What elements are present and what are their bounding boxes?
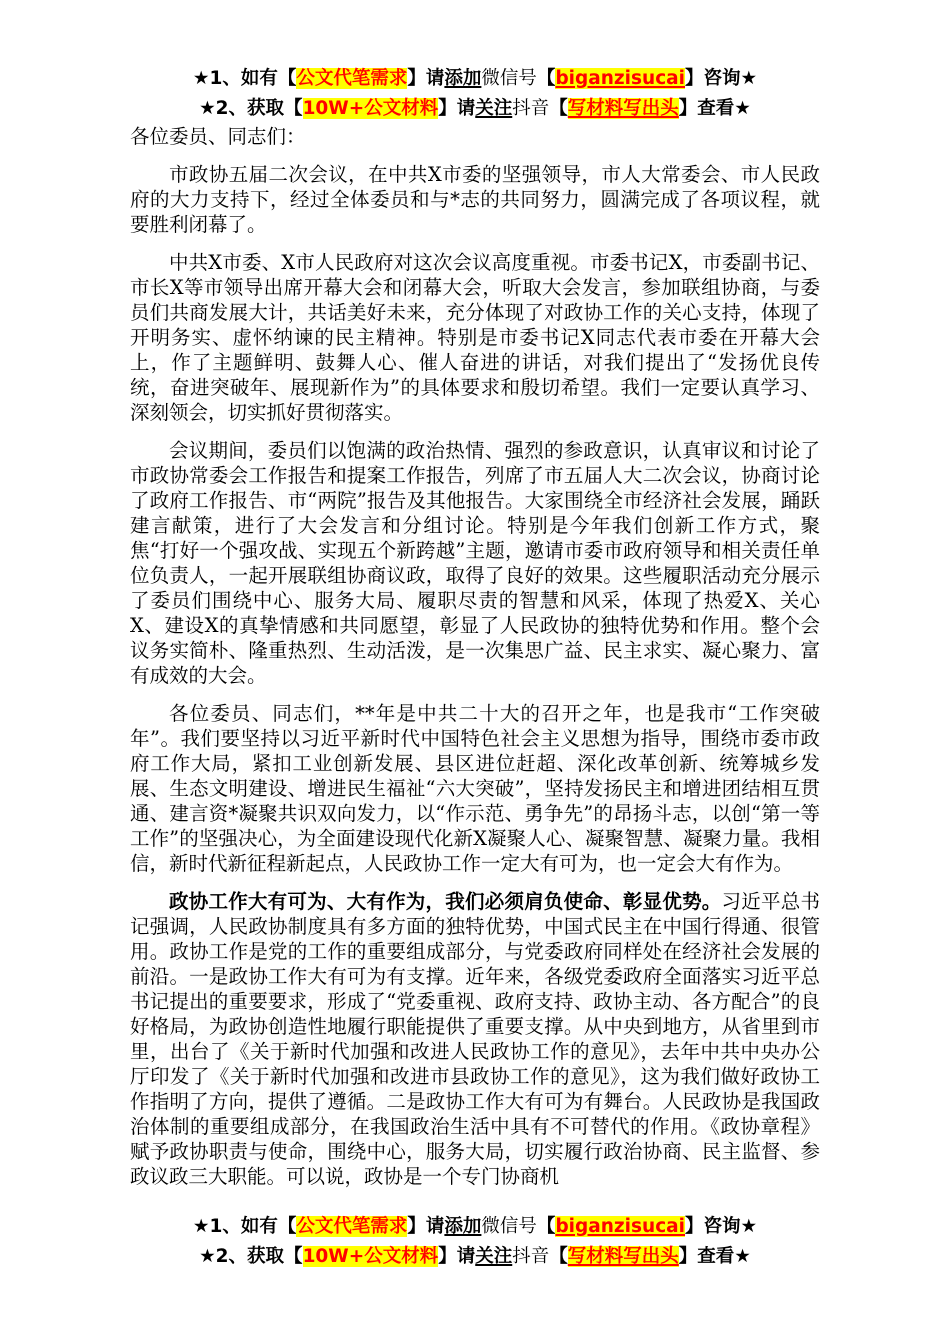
paragraph-opening: 市政协五届二次会议，在中共X市委的坚强领导，市人大常委会、市人民政府的大力支持下，经过全体委员和与*志的共同努力，圆满完成了各项议程，就要胜利闭幕了。 xyxy=(130,163,820,236)
material-keyword-highlight: 10W+公文材料 xyxy=(302,98,439,119)
view-suffix: 】查看★ xyxy=(678,98,751,119)
promo-line-1 xyxy=(0,1212,950,1242)
promo-line-2 xyxy=(130,94,820,124)
promo-line-2 xyxy=(0,1242,950,1272)
emphasis-bold-lead: 政协工作大有可为、大有作为，我们必须肩负使命、彰显优势。 xyxy=(169,890,722,913)
service-keyword-highlight: 公文代笔需求 xyxy=(296,1216,408,1237)
douyin-label: 抖音 xyxy=(512,98,550,119)
open-bracket: 【 xyxy=(536,68,556,89)
document-body xyxy=(130,124,820,1189)
douyin-label: 抖音 xyxy=(512,1246,550,1267)
promo-banner-bottom xyxy=(0,1212,950,1272)
bracket-text: 】请 xyxy=(438,1246,476,1267)
bracket-text: 】请 xyxy=(407,68,445,89)
promo-prefix: ★1、如有【 xyxy=(192,1216,297,1237)
paragraph-outlook: 各位委员、同志们，**年是中共二十大的召开之年，也是我市“工作突破年”。我们要坚持以习近平新时代中国特色社会主义思想为指导，围绕市委市政府工作大局，紧扣工业创新发展、县区进位赶超、深化改革创新、统筹城乡发展、生态文明建设、增进民生福祉“六大突破”，坚持发扬民主和增进团结相互贯通、建言资*凝聚共识双向发力，以“作示范、勇争先”的昂扬斗志，以创“第一等工作”的坚强决心，为全面建设现代化新X凝聚人心、凝聚智慧、凝聚力量。我相信，新时代新征程新起点，人民政协工作一定大有可为，也一定会大有作为。 xyxy=(130,702,820,875)
bracket-text: 】请 xyxy=(438,98,476,119)
wechat-label: 微信号 xyxy=(481,1216,537,1237)
service-keyword-highlight: 公文代笔需求 xyxy=(296,68,408,89)
douyin-name-highlight: 写材料写出头 xyxy=(567,98,679,119)
consult-suffix: 】咨询★ xyxy=(685,1216,758,1237)
add-action-underline: 添加 xyxy=(444,68,482,89)
paragraph-emphasis xyxy=(130,889,820,1189)
promo-prefix: ★1、如有【 xyxy=(192,68,297,89)
follow-action-underline: 关注 xyxy=(475,1246,513,1267)
consult-suffix: 】咨询★ xyxy=(685,68,758,89)
promo-banner-top xyxy=(130,64,820,124)
follow-action-underline: 关注 xyxy=(475,98,513,119)
open-bracket: 【 xyxy=(549,1246,568,1267)
wechat-label: 微信号 xyxy=(481,68,537,89)
open-bracket: 【 xyxy=(549,98,568,119)
emphasis-rest: 习近平总书记强调，人民政协制度具有多方面的独特优势，中国式民主在中国行得通、很管用。政协工作是党的工作的重要组成部分，与党委政府同样处在经济社会发展的前沿。一是政协工作大有可为有支撑。近年来，各级党委政府全面落实习近平总书记提出的重要要求，形成了“党委重视、政府支持、政协主动、各方配合”的良好格局，为政协创造性地履行职能提供了重要支撑。从中央到地方，从省里到市里，出台了《关于新时代加强和改进人民政协工作的意见》，去年中共中央办公厅印发了《关于新时代加强和改进市县政协工作的意见》，这为我们做好政协工作指明了方向，提供了遵循。二是政协工作大有可为有舞台。人民政协是我国政治体制的重要组成部分，在我国政治生活中具有不可替代的作用。《政协章程》赋予政协职责与使命，围绕中心，服务大局，切实履行政治协商、民主监督、参政议政三大职能。可以说，政协是一个专门协商机 xyxy=(130,890,820,1188)
open-bracket: 【 xyxy=(536,1216,556,1237)
wechat-id-highlight: biganzisucai xyxy=(555,1216,686,1237)
paragraph-session-review: 会议期间，委员们以饱满的政治热情、强烈的参政意识，认真审议和讨论了市政协常委会工作报告和提案工作报告，列席了市五届人大二次会议，协商讨论了政府工作报告、市“两院”报告及其他报告。大家围绕全市经济社会发展，踊跃建言献策，进行了大会发言和分组讨论。特别是今年我们创新工作方式，聚焦“打好一个强攻战、实现五个新跨越”主题，邀请市委市政府领导和相关责任单位负责人，一起开展联组协商议政，取得了良好的效果。这些履职活动充分展示了委员们围绕中心、服务大局、履职尽责的智慧和风采，体现了热爱X、关心X、建设X的真挚情感和共同愿望，彰显了人民政协的独特优势和作用。整个会议务实简朴、隆重热烈、生动活泼，是一次集思广益、民主求实、凝心聚力、富有成效的大会。 xyxy=(130,439,820,687)
add-action-underline: 添加 xyxy=(444,1216,482,1237)
promo-line-1 xyxy=(130,64,820,94)
view-suffix: 】查看★ xyxy=(678,1246,751,1267)
douyin-name-highlight: 写材料写出头 xyxy=(567,1246,679,1267)
material-keyword-highlight: 10W+公文材料 xyxy=(302,1246,439,1267)
wechat-id-highlight: biganzisucai xyxy=(555,68,686,89)
promo-prefix: ★2、获取【 xyxy=(199,1246,303,1267)
bracket-text: 】请 xyxy=(407,1216,445,1237)
promo-prefix: ★2、获取【 xyxy=(199,98,303,119)
salutation: 各位委员、同志们： xyxy=(130,125,306,148)
paragraph-leadership: 中共X市委、X市人民政府对这次会议高度重视。市委书记X，市委副书记、市长X等市领导出席开幕大会和闭幕大会，听取大会发言，参加联组协商，与委员们共商发展大计，共话美好未来，充分体现了对政协工作的关心支持，体现了开明务实、虚怀纳谏的民主精神。特别是市委书记X同志代表市委在开幕大会上，作了主题鲜明、鼓舞人心、催人奋进的讲话，对我们提出了“发扬优良传统，奋进突破年、展现新作为”的具体要求和殷切希望。我们一定要认真学习、深刻领会，切实抓好贯彻落实。 xyxy=(130,251,820,424)
